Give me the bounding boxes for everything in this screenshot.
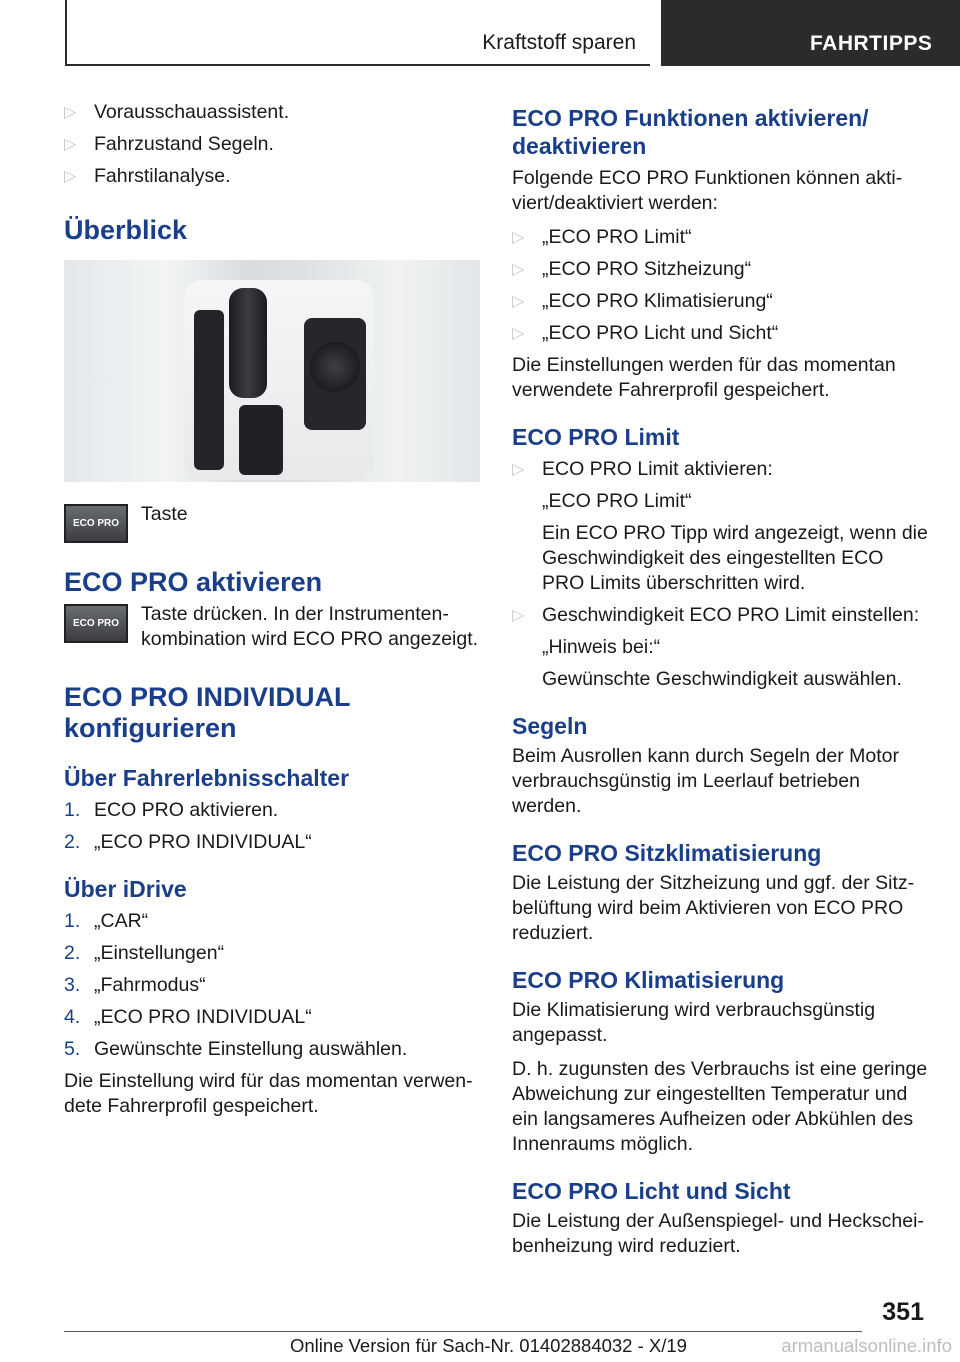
footer-divider [64, 1331, 862, 1332]
triangle-bullet-icon: ▷ [512, 607, 525, 624]
right-column [512, 104, 930, 1259]
triangle-bullet-icon: ▷ [512, 229, 525, 246]
intro-bullet-list [64, 100, 482, 189]
idrive-steps [64, 909, 482, 1062]
list-item: ▷ Fahrzustand Segeln. [64, 133, 274, 155]
footer-watermark: armanualsonline.info [781, 1335, 952, 1356]
individual-heading: ECO PRO INDIVIDUAL konfigurieren [64, 682, 351, 743]
list-item: ▷ „ECO PRO Sitzheizung“ [512, 258, 752, 280]
triangle-bullet-icon: ▷ [512, 293, 525, 310]
functions-heading: ECO PRO Funktionen aktivieren/ deaktivieren [512, 105, 869, 159]
functions-note: Die Einstellungen werden für das momentan verwendete Fahrerprofil gespeichert. [512, 354, 896, 401]
light-heading: ECO PRO Licht und Sicht [512, 1178, 791, 1204]
clim-heading: ECO PRO Klimatisierung [512, 967, 785, 993]
functions-list [512, 225, 930, 346]
triangle-bullet-icon: ▷ [64, 168, 77, 185]
light-text: Die Leistung der Außenspiegel- und Heckscheibenheizung wird reduziert. [512, 1210, 924, 1257]
list-item: ▷ Geschwindigkeit ECO PRO Limit einstellen: „Hinweis bei:“ Gewünschte Geschwindigkeit auswählen. [512, 604, 920, 690]
eco-pro-key-icon: ECO PRO [64, 504, 128, 543]
chapter-title: FAHRTIPPS [810, 32, 933, 55]
idrive-controller-icon [310, 342, 360, 392]
key-row [64, 502, 482, 543]
seat-text: Die Leistung der Sitzheizung und ggf. der Sitzbelüftung wird beim Aktivieren von ECO PRO reduziert. [512, 872, 915, 944]
activate-text: Taste drücken. In der Instrumentenkombination wird ECO PRO angezeigt. [141, 603, 479, 650]
list-item: ▷ Vorausschauassistent. [64, 101, 290, 123]
functions-intro: Folgende ECO PRO Funktionen können aktiviert/deaktiviert werden: [512, 167, 903, 214]
overview-heading: Überblick [64, 215, 188, 245]
list-item: 3. „Fahrmodus“ [64, 974, 206, 996]
profile-note: Die Einstellung wird für das momentan verwendete Fahrerprofil gespeichert. [64, 1070, 473, 1117]
list-item: ▷ Fahrstilanalyse. [64, 165, 231, 187]
switch-heading: Über Fahrerlebnisschalter [64, 765, 350, 791]
triangle-bullet-icon: ▷ [512, 461, 525, 478]
list-item: 2. „Einstellungen“ [64, 942, 225, 964]
eco-pro-key-icon: ECO PRO [64, 604, 128, 643]
limit-list [512, 457, 930, 692]
seat-heading: ECO PRO Sitzklimatisierung [512, 840, 822, 866]
list-item: 4. „ECO PRO INDIVIDUAL“ [64, 1006, 312, 1028]
list-item: 2. „ECO PRO INDIVIDUAL“ [64, 831, 312, 853]
page-header [0, 0, 960, 66]
switch-steps [64, 798, 482, 855]
clim-text-1: Die Klimatisierung wird verbrauchsgünstig angepasst. [512, 999, 876, 1046]
chapter-tab [661, 0, 960, 66]
triangle-bullet-icon: ▷ [512, 325, 525, 342]
limit-heading: ECO PRO Limit [512, 424, 680, 450]
key-caption: Taste [141, 503, 188, 525]
left-column [64, 100, 482, 1119]
list-item: ▷ „ECO PRO Licht und Sicht“ [512, 322, 779, 344]
clim-text-2: D. h. zugunsten des Verbrauchs ist eine geringe Abweichung zur eingestellten Temperatur und ein langsameres Aufheizen oder Abkühlen des Innenraums möglich. [512, 1058, 928, 1155]
section-title: Kraftstoff sparen [482, 31, 636, 54]
activate-heading: ECO PRO aktivieren [64, 567, 323, 597]
list-item: ▷ „ECO PRO Limit“ [512, 226, 692, 248]
center-console-photo [64, 260, 480, 482]
activate-row [64, 602, 482, 652]
list-item: 1. ECO PRO aktivieren. [64, 799, 279, 821]
idrive-heading: Über iDrive [64, 876, 187, 902]
triangle-bullet-icon: ▷ [64, 136, 77, 153]
triangle-bullet-icon: ▷ [64, 104, 77, 121]
list-item: ▷ ECO PRO Limit aktivieren: „ECO PRO Limit“ Ein ECO PRO Tipp wird angezeigt, wenn die Geschwindigkeit des eingestellten ECO PRO Limits überschritten wird. [512, 458, 928, 594]
gear-lever-icon [229, 288, 267, 398]
list-item: 1. „CAR“ [64, 910, 149, 932]
triangle-bullet-icon: ▷ [512, 261, 525, 278]
page-number: 351 [882, 1298, 924, 1326]
sail-heading: Segeln [512, 713, 588, 739]
sail-text: Beim Ausrollen kann durch Segeln der Motor verbrauchsgünstig im Leerlauf betrieben werden. [512, 745, 899, 817]
footer-version: Online Version für Sach-Nr. 01402884032 - X/19 [290, 1335, 687, 1356]
list-item: 5. Gewünschte Einstellung auswählen. [64, 1038, 408, 1060]
list-item: ▷ „ECO PRO Klimatisierung“ [512, 290, 773, 312]
